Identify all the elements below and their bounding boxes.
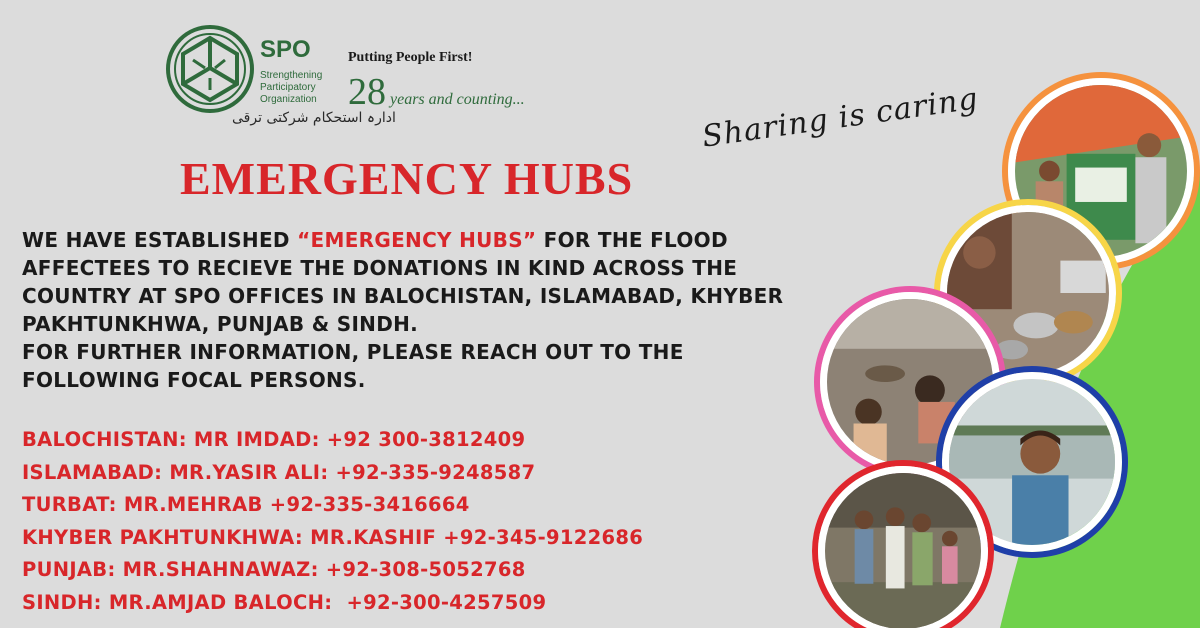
years-counter [348, 70, 525, 114]
years-text: years and counting... [390, 91, 525, 108]
body-text [22, 226, 812, 394]
body-p1-before: WE HAVE ESTABLISHED [22, 228, 298, 252]
contact-item: PUNJAB: MR.SHAHNAWAZ: +92-308-5052768 [22, 558, 526, 581]
years-number: 28 [348, 71, 386, 113]
sharing-is-caring-text: Sharing is caring [700, 81, 981, 155]
logo-subtitle: Strengthening Participatory Organization [260, 70, 323, 105]
contact-item: KHYBER PAKHTUNKHWA: MR.KASHIF +92-345-9122686 [22, 525, 644, 549]
page-title: EMERGENCY HUBS [180, 153, 634, 204]
body-p2: FOR FURTHER INFORMATION, PLEASE REACH OUT TO THE FOLLOWING FOCAL PERSONS. [22, 340, 684, 392]
contact-list [22, 424, 812, 619]
contact-item: TURBAT: MR.MEHRAB +92-335-3416664 [22, 493, 470, 516]
logo-name: SPO [260, 36, 311, 63]
photo-flood-family [818, 466, 988, 628]
body-p1-highlight: “EMERGENCY HUBS” [297, 228, 537, 252]
contact-item: BALOCHISTAN: MR IMDAD: +92 300-3812409 [22, 428, 526, 451]
spo-logo-icon [165, 24, 255, 114]
tagline: Putting People First! [348, 50, 473, 65]
body-p1-after: FOR THE FLOOD AFFECTEES TO RECIEVE THE DONATIONS IN KIND ACROSS THE COUNTRY AT SPO OFFICES IN BALOCHISTAN, ISLAMABAD, KHYBER PAKHTUNKHWA, PUNJAB & SINDH. [22, 228, 784, 336]
contact-item: ISLAMABAD: MR.YASIR ALI: +92-335-9248587 [22, 460, 536, 484]
logo-urdu-text: ادارہ استحکام شرکتی ترقی [232, 110, 396, 126]
contact-item: SINDH: MR.AMJAD BALOCH: +92-300-4257509 [22, 590, 547, 614]
